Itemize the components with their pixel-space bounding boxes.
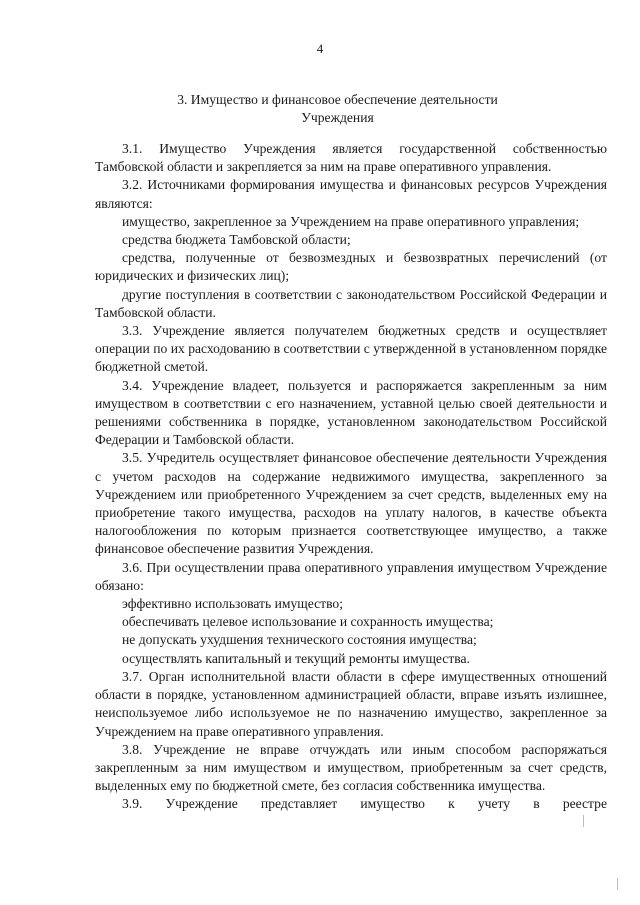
- paragraph-3-1: 3.1. Имущество Учреждения является государственной собственностью Тамбовской области и закрепляется за ним на праве оперативного управления.: [95, 141, 607, 175]
- list-item-repairs: осуществлять капитальный и текущий ремонты имущества.: [122, 650, 470, 666]
- paragraph-3-6: 3.6. При осуществлении права оперативного управления имуществом Учреждение обязано:: [95, 559, 607, 593]
- paragraph-3-3: 3.3. Учреждение является получателем бюджетных средств и осуществляет операции по их расходованию в соответствии с утвержденной в установленном порядке бюджетной сметой.: [95, 323, 607, 375]
- list-item-transfers: средства, полученные от безвозмездных и безвозвратных перечислений (от юридических и физических лиц);: [95, 250, 607, 284]
- paragraph-3-7: 3.7. Орган исполнительной власти области в сфере имущественных отношений области в порядке, установленном администрацией области, вправе изъять излишнее, неиспользуемое либо используемое не по назначению имущество, закрепленное за Учреждением на праве оперативного управления.: [95, 668, 607, 739]
- scan-margin-mark: [617, 878, 618, 890]
- paragraph-3-5: 3.5. Учредитель осуществляет финансовое обеспечение деятельности Учреждения с учетом расходов на содержание недвижимого имущества, закрепленного за Учреждением или приобретенного Учреждением за счет средств, выделенных ему на приобретение такого имущества, расходов на уплату налогов, в качестве объекта налогообложения по которым признается соответствующее имущество, а также финансовое обеспечение развития Учреждения.: [95, 450, 607, 557]
- section-body: [95, 140, 607, 814]
- page-number: 4: [316, 41, 324, 56]
- paragraph-3-9: 3.9. Учреждение представляет имущество к учету в реестре: [122, 796, 607, 812]
- list-item-safekeeping: обеспечивать целевое использование и сохранность имущества;: [122, 614, 494, 630]
- paragraph-3-2: 3.2. Источниками формирования имущества и финансовых ресурсов Учреждения являются:: [95, 177, 607, 211]
- scan-margin-mark: [583, 815, 584, 827]
- list-item-property: имущество, закрепленное за Учреждением на праве оперативного управления;: [122, 213, 580, 229]
- list-item-other-income: другие поступления в соответствии с законодательством Российской Федерации и Тамбовской области.: [95, 286, 607, 320]
- section-heading: 3. Имущество и финансовое обеспечение деятельности Учреждения: [177, 92, 498, 125]
- paragraph-3-4: 3.4. Учреждение владеет, пользуется и распоряжается закрепленным за ним имуществом в соответствии с его назначением, уставной целью своей деятельности и решениями собственника в порядке, установленном законодательством Российской Федерации и Тамбовской области.: [95, 377, 607, 448]
- list-item-budget: средства бюджета Тамбовской области;: [122, 232, 351, 248]
- list-item-no-deterioration: не допускать ухудшения технического состояния имущества;: [122, 632, 477, 648]
- list-item-efficient-use: эффективно использовать имущество;: [122, 596, 343, 612]
- paragraph-3-8: 3.8. Учреждение не вправе отчуждать или иным способом распоряжаться закрепленным за ним имуществом и имуществом, приобретенным за счет средств, выделенных ему по бюджетной смете, без согласия собственника имущества.: [95, 741, 607, 794]
